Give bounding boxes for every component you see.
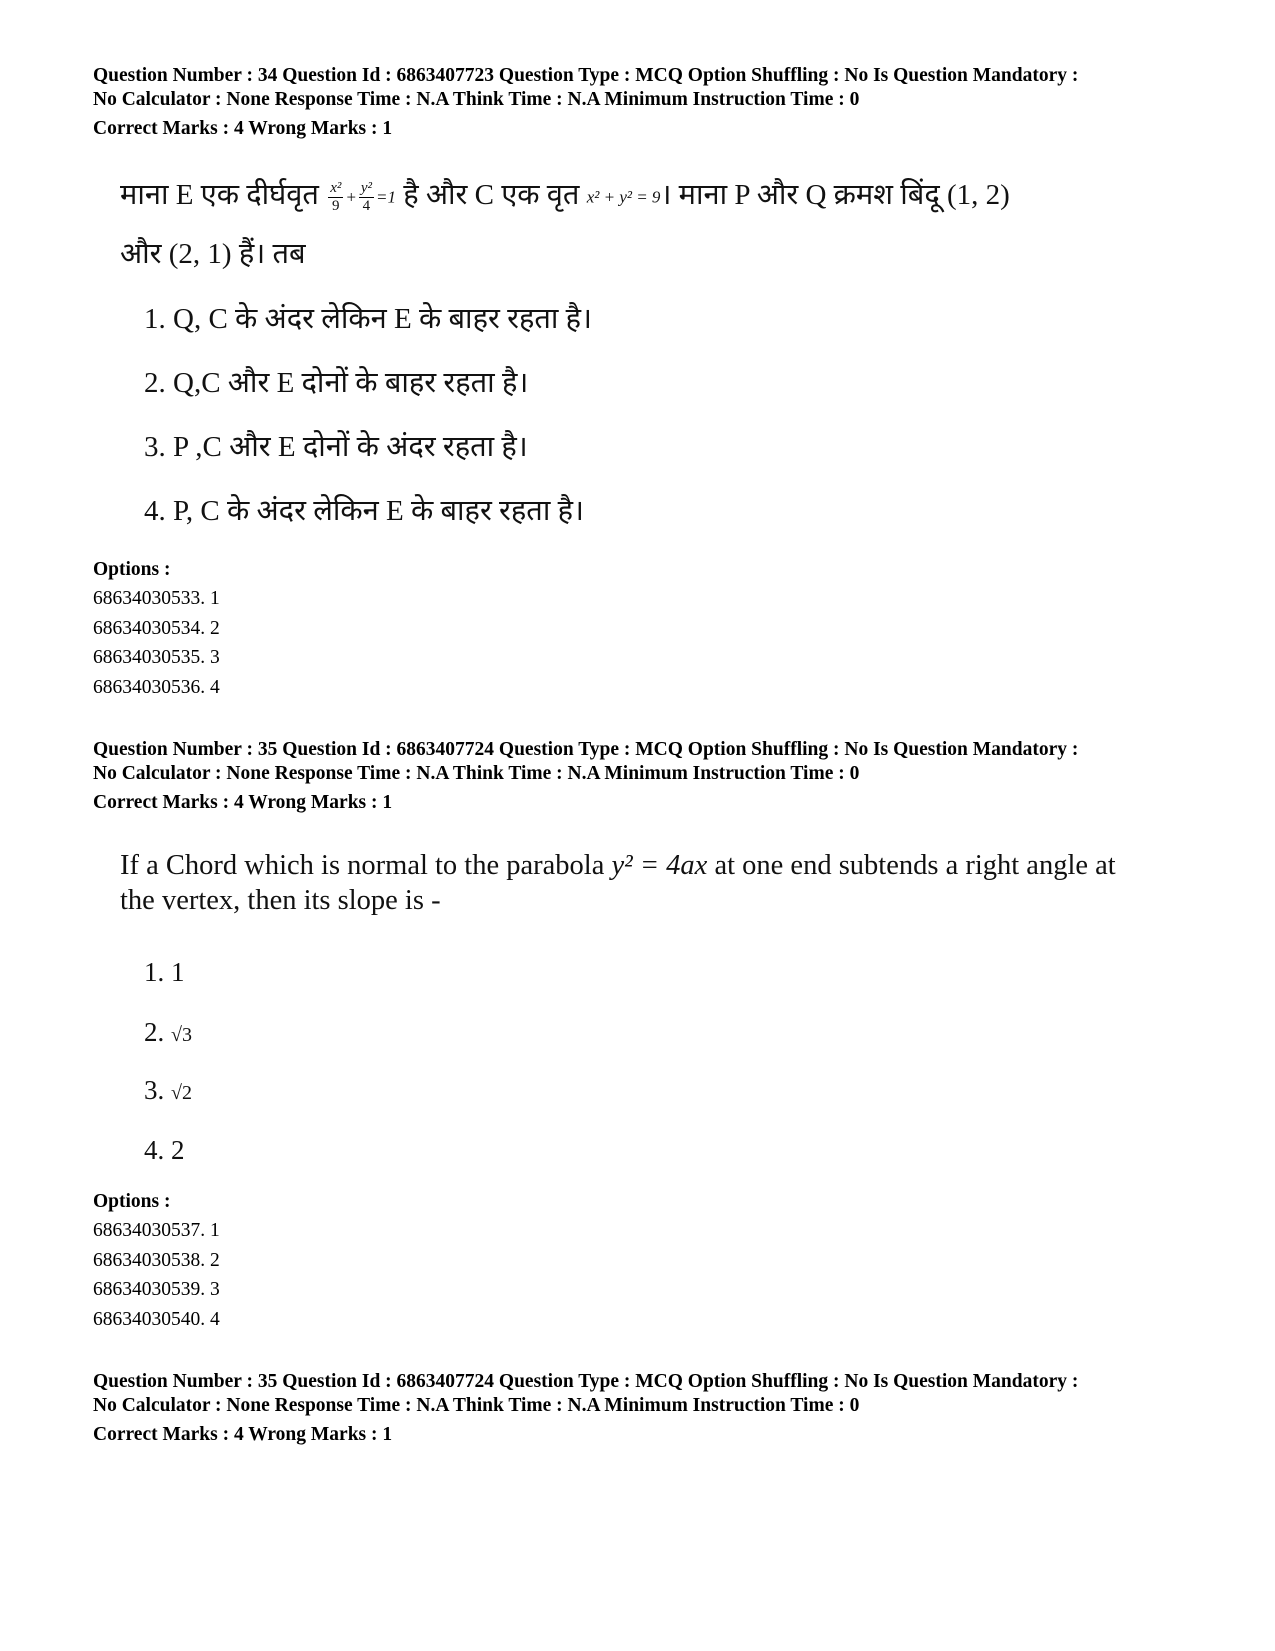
option-id: 68634030538. 2 (93, 1249, 220, 1271)
question-34-stem (120, 178, 1010, 271)
fraction-y2-over-4: $\frac{\text{y²}}{4}$ (360, 179, 372, 214)
q35-options-label: Options : (93, 1191, 171, 1212)
question-35-meta (93, 738, 1078, 815)
question-34-meta (93, 64, 1078, 141)
marks-line: Correct Marks : 4 Wrong Marks : 1 (93, 792, 393, 813)
marks-line: Correct Marks : 4 Wrong Marks : 1 (93, 118, 393, 139)
q35-choice-3: 3. √2 (144, 1075, 192, 1105)
stem-line-1: If a Chord which is normal to the parabola y² = 4ax at one end subtends a right angle at (120, 850, 1116, 881)
stem-text-1: माना E एक दीर्घवृत (120, 179, 319, 211)
q34-choice-1: 1. Q, C के अंदर लेकिन E के बाहर रहता है। (144, 303, 593, 335)
marks-line: Correct Marks : 4 Wrong Marks : 1 (93, 1424, 393, 1445)
sqrt-3: √3 (171, 1024, 192, 1046)
question-35-stem (120, 848, 1116, 918)
meta-line-2: No Calculator : None Response Time : N.A Think Time : N.A Minimum Instruction Time : 0 (93, 1395, 860, 1416)
q34-options-label: Options : (93, 559, 171, 580)
option-id: 68634030533. 1 (93, 588, 220, 609)
q35-choice-1: 1. 1 (144, 957, 185, 987)
q35-choice-2: 2. √3 (144, 1017, 192, 1047)
stem-line-1 (120, 178, 1010, 215)
q35-option-ids (93, 1216, 220, 1334)
equals-one: =1 (375, 187, 396, 207)
q34-option-ids (93, 584, 220, 702)
plus-sign: + (345, 187, 357, 207)
q35-choice-4: 4. 2 (144, 1135, 185, 1165)
q34-choice-4: 4. P, C के अंदर लेकिन E के बाहर रहता है। (144, 495, 584, 527)
parabola-equation: y² = 4ax (611, 850, 708, 881)
meta-line-1: Question Number : 34 Question Id : 6863407723 Question Type : MCQ Option Shuffling : No Is Question Mandatory : (93, 65, 1079, 86)
meta-line-1: Question Number : 35 Question Id : 6863407724 Question Type : MCQ Option Shuffling : No Is Question Mandatory : (93, 739, 1079, 760)
option-id: 68634030537. 1 (93, 1220, 220, 1241)
stem-line-2: और (2, 1) हैं। तब (120, 237, 306, 270)
option-id: 68634030540. 4 (93, 1308, 220, 1330)
sqrt-2: √2 (171, 1082, 192, 1104)
meta-line-2: No Calculator : None Response Time : N.A Think Time : N.A Minimum Instruction Time : 0 (93, 89, 860, 110)
meta-line-1: Question Number : 35 Question Id : 6863407724 Question Type : MCQ Option Shuffling : No Is Question Mandatory : (93, 1371, 1079, 1392)
meta-line-2: No Calculator : None Response Time : N.A Think Time : N.A Minimum Instruction Time : 0 (93, 763, 860, 784)
option-id: 68634030539. 3 (93, 1279, 220, 1300)
circle-equation: x² + y² = 9 (586, 187, 661, 207)
q34-choice-2: 2. Q,C और E दोनों के बाहर रहता है। (144, 367, 529, 399)
fraction-x2-over-9: $\frac{\text{x²}}{9}$ (330, 179, 342, 214)
question-35b-meta (93, 1370, 1078, 1447)
stem-text-2: है और C एक वृत (403, 179, 580, 211)
option-id: 68634030535. 3 (93, 647, 220, 668)
option-id: 68634030534. 2 (93, 617, 220, 639)
stem-line-2: the vertex, then its slope is - (120, 885, 441, 916)
q34-choice-3: 3. P ,C और E दोनों के अंदर रहता है। (144, 431, 528, 463)
option-id: 68634030536. 4 (93, 676, 220, 698)
stem-text-3: । माना P और Q क्रमश बिंदू (1, 2) (660, 179, 1010, 211)
